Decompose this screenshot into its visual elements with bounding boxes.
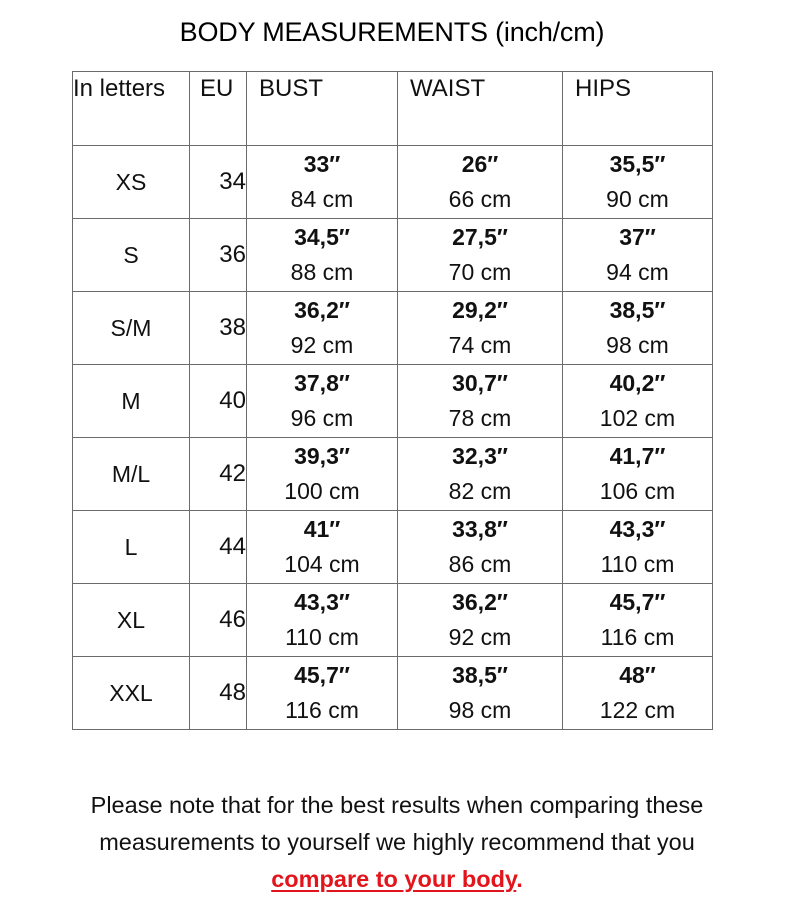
hips-cm-value: 90 cm (606, 186, 669, 212)
waist-cm-value: 78 cm (448, 405, 512, 431)
bust-cm-value: 84 cm (290, 186, 354, 212)
compare-to-your-body-link[interactable]: compare to your body (271, 866, 517, 892)
bust-cm-value: 110 cm (285, 624, 359, 650)
waist-inch-value: 38,5″ (452, 662, 508, 688)
hips-cm-value: 98 cm (606, 332, 669, 358)
size-letter-cell: S/M (73, 292, 190, 365)
eu-size-cell: 40 (190, 365, 247, 438)
waist-inch-value: 36,2″ (452, 589, 508, 615)
table-row (73, 511, 713, 584)
size-letter-cell: M (73, 365, 190, 438)
table-row (73, 657, 713, 730)
size-letter-cell: XS (73, 146, 190, 219)
hips-cell (563, 657, 713, 730)
waist-cm-value: 74 cm (448, 332, 512, 358)
table-row (73, 365, 713, 438)
hips-cm-value: 122 cm (599, 697, 676, 723)
waist-inch-value: 32,3″ (452, 443, 508, 469)
column-header-bust: BUST (247, 72, 398, 146)
hips-cell (563, 511, 713, 584)
hips-inch-value: 37″ (619, 224, 656, 250)
hips-cm-value: 110 cm (600, 551, 675, 577)
bust-inch-value: 41″ (303, 516, 341, 542)
table-header-row (73, 72, 713, 146)
table-row (73, 219, 713, 292)
size-letter-cell: L (73, 511, 190, 584)
hips-cell (563, 146, 713, 219)
waist-inch-value: 26″ (461, 151, 499, 177)
waist-cell (398, 438, 563, 511)
bust-cell (247, 438, 398, 511)
size-letter-cell: XXL (73, 657, 190, 730)
bust-inch-value: 34,5″ (294, 224, 350, 250)
eu-size-cell: 48 (190, 657, 247, 730)
bust-cell (247, 511, 398, 584)
waist-cell (398, 219, 563, 292)
waist-cell (398, 292, 563, 365)
bust-cell (247, 292, 398, 365)
hips-inch-value: 45,7″ (609, 589, 666, 615)
note-line-1: Please note that for the best results when comparing these (90, 792, 704, 818)
waist-inch-value: 33,8″ (452, 516, 508, 542)
bust-cm-value: 100 cm (284, 478, 360, 504)
column-header-waist: WAIST (398, 72, 563, 146)
hips-inch-value: 41,7″ (609, 443, 666, 469)
bust-inch-value: 37,8″ (294, 370, 350, 396)
table-row (73, 292, 713, 365)
bust-cell (247, 657, 398, 730)
hips-cell (563, 219, 713, 292)
bust-cell (247, 584, 398, 657)
eu-size-cell: 34 (190, 146, 247, 219)
waist-inch-value: 30,7″ (452, 370, 508, 396)
eu-size-cell: 44 (190, 511, 247, 584)
note-period: . (516, 866, 523, 892)
table-row (73, 438, 713, 511)
eu-size-cell: 38 (190, 292, 247, 365)
size-letter-cell: XL (73, 584, 190, 657)
hips-cm-value: 94 cm (606, 259, 669, 285)
hips-cell (563, 292, 713, 365)
waist-cm-value: 66 cm (448, 186, 512, 212)
hips-inch-value: 35,5″ (609, 151, 666, 177)
waist-cm-value: 98 cm (448, 697, 512, 723)
eu-size-cell: 42 (190, 438, 247, 511)
waist-cm-value: 86 cm (448, 551, 512, 577)
bust-inch-value: 39,3″ (294, 443, 350, 469)
body-measurements-table (72, 71, 713, 730)
waist-inch-value: 27,5″ (452, 224, 508, 250)
hips-cm-value: 106 cm (599, 478, 676, 504)
note-line-2: measurements to yourself we highly recommend that you (99, 829, 695, 855)
bust-cell (247, 219, 398, 292)
waist-cm-value: 70 cm (448, 259, 512, 285)
table-row (73, 146, 713, 219)
hips-inch-value: 43,3″ (609, 516, 666, 542)
size-letter-cell: M/L (73, 438, 190, 511)
waist-cell (398, 365, 563, 438)
bust-cm-value: 88 cm (290, 259, 354, 285)
hips-cell (563, 365, 713, 438)
bust-inch-value: 36,2″ (294, 297, 350, 323)
note-line-3 (0, 861, 794, 898)
waist-cell (398, 146, 563, 219)
bust-cell (247, 146, 398, 219)
bust-inch-value: 33″ (303, 151, 341, 177)
bust-cm-value: 96 cm (290, 405, 354, 431)
waist-inch-value: 29,2″ (452, 297, 508, 323)
waist-cell (398, 584, 563, 657)
page-title: BODY MEASUREMENTS (inch/cm) (179, 17, 605, 47)
hips-cm-value: 116 cm (600, 624, 675, 650)
waist-cm-value: 82 cm (448, 478, 512, 504)
hips-cm-value: 102 cm (599, 405, 676, 431)
waist-cm-value: 92 cm (448, 624, 512, 650)
hips-inch-value: 40,2″ (609, 370, 666, 396)
bust-cm-value: 116 cm (285, 697, 359, 723)
table-row (73, 584, 713, 657)
size-letter-cell: S (73, 219, 190, 292)
hips-inch-value: 38,5″ (609, 297, 666, 323)
bust-cm-value: 92 cm (290, 332, 354, 358)
eu-size-cell: 46 (190, 584, 247, 657)
waist-cell (398, 657, 563, 730)
measurement-note (0, 787, 794, 898)
hips-inch-value: 48″ (619, 662, 656, 688)
bust-cm-value: 104 cm (284, 551, 360, 577)
hips-cell (563, 584, 713, 657)
waist-cell (398, 511, 563, 584)
bust-inch-value: 43,3″ (294, 589, 350, 615)
hips-cell (563, 438, 713, 511)
eu-size-cell: 36 (190, 219, 247, 292)
bust-cell (247, 365, 398, 438)
column-header-size: In letters (73, 72, 190, 146)
column-header-hips: HIPS (563, 72, 713, 146)
bust-inch-value: 45,7″ (294, 662, 350, 688)
column-header-eu: EU (190, 72, 247, 146)
